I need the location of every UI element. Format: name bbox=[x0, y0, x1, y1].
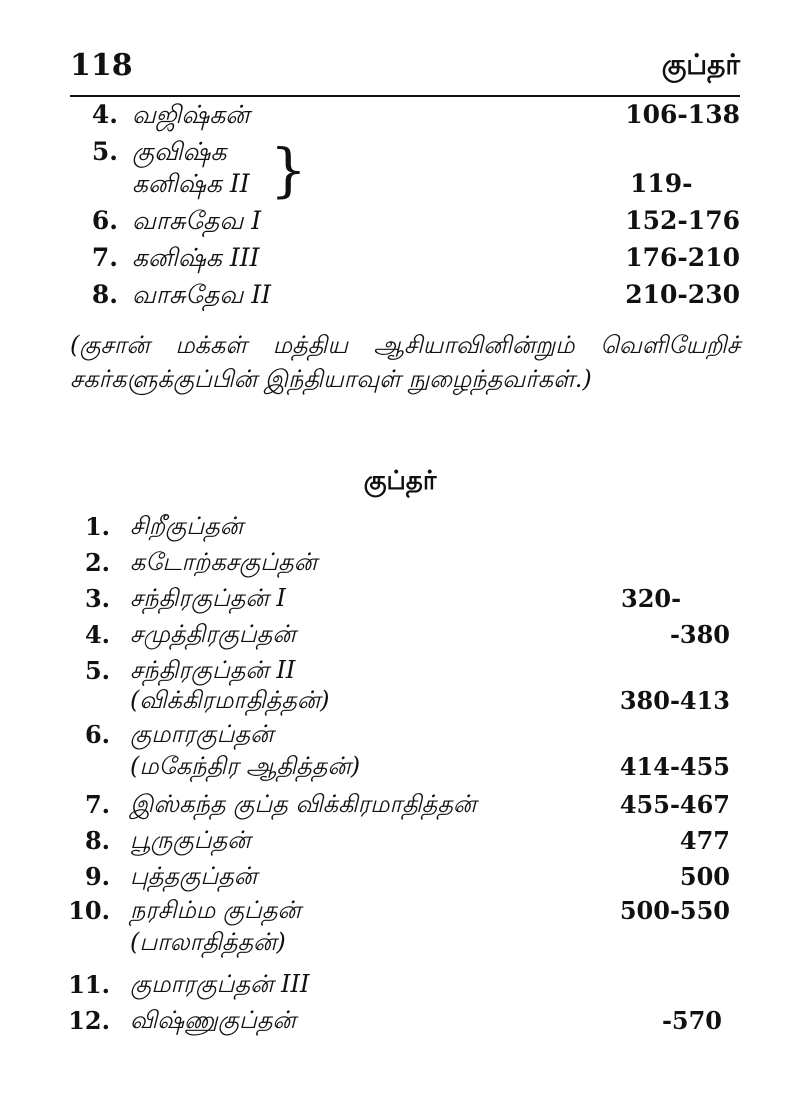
item-number: 8. bbox=[84, 826, 110, 855]
gupta-kings-list bbox=[58, 512, 730, 1042]
list-item bbox=[58, 720, 730, 790]
list-item bbox=[58, 826, 730, 862]
item-number: 5. bbox=[91, 137, 118, 166]
king-name: கனிஷ்க II bbox=[132, 169, 250, 198]
reign-dates: 500 bbox=[679, 862, 730, 891]
list-item bbox=[58, 584, 730, 620]
list-item bbox=[58, 970, 730, 1006]
king-title: (மகேந்திர ஆதித்தன்) bbox=[130, 752, 361, 780]
king-name: நரசிம்ம குப்தன் bbox=[130, 896, 301, 924]
list-item bbox=[58, 512, 730, 548]
item-number: 10. bbox=[68, 896, 110, 925]
item-number: 6. bbox=[84, 720, 110, 749]
list-item bbox=[70, 280, 740, 317]
king-name: குவிஷ்க bbox=[132, 137, 227, 166]
section-title: குப்தர் bbox=[363, 466, 437, 496]
item-number: 9. bbox=[84, 862, 110, 891]
list-item bbox=[70, 100, 740, 137]
page-header bbox=[70, 48, 740, 88]
reign-dates: 176-210 bbox=[625, 243, 740, 272]
king-name: கனிஷ்க III bbox=[132, 243, 260, 272]
list-item bbox=[58, 1006, 730, 1042]
list-item bbox=[58, 656, 730, 720]
king-name: வாசுதேவ I bbox=[132, 206, 262, 235]
list-item bbox=[58, 896, 730, 970]
reign-dates: 320- bbox=[621, 584, 682, 613]
list-item bbox=[58, 790, 730, 826]
list-item bbox=[70, 243, 740, 280]
item-number: 5. bbox=[84, 656, 110, 685]
reign-dates: 106-138 bbox=[625, 100, 740, 129]
kushan-note: (குசான் மக்கள் மத்திய ஆசியாவினின்றும் வெளியேறிச் சகர்களுக்குப்பின் இந்தியாவுள் நுழைந்தவர்கள்.) bbox=[70, 331, 740, 393]
king-name: சிறீகுப்தன் bbox=[130, 512, 244, 540]
king-name: சந்திரகுப்தன் I bbox=[130, 584, 286, 612]
page-number: 118 bbox=[70, 48, 133, 83]
reign-dates: -570 bbox=[661, 1006, 722, 1035]
list-item bbox=[58, 862, 730, 896]
reign-dates: -380 bbox=[669, 620, 730, 649]
running-head: குப்தர் bbox=[661, 48, 740, 81]
reign-dates: 500-550 bbox=[619, 896, 730, 925]
reign-dates: 477 bbox=[679, 826, 730, 855]
reign-dates: 414-455 bbox=[619, 752, 730, 781]
reign-dates: 152-176 bbox=[625, 206, 740, 235]
item-number: 7. bbox=[91, 243, 118, 272]
list-item bbox=[58, 620, 730, 656]
king-name: வாசுதேவ II bbox=[132, 280, 271, 309]
king-name: இஸ்கந்த குப்த விக்கிரமாதித்தன் bbox=[130, 790, 477, 818]
item-number: 4. bbox=[91, 100, 118, 129]
list-item bbox=[70, 206, 740, 243]
list-item bbox=[70, 169, 740, 206]
king-name: பூருகுப்தன் bbox=[130, 826, 251, 854]
king-name: விஷ்ணுகுப்தன் bbox=[130, 1006, 296, 1034]
kushan-kings-list bbox=[70, 100, 740, 317]
item-number: 1. bbox=[84, 512, 110, 541]
king-title: (விக்கிரமாதித்தன்) bbox=[130, 686, 330, 714]
king-name: சந்திரகுப்தன் II bbox=[130, 656, 296, 684]
king-title: (பாலாதித்தன்) bbox=[130, 928, 286, 956]
item-number: 6. bbox=[91, 206, 118, 235]
item-number: 2. bbox=[84, 548, 110, 577]
reign-dates: 380-413 bbox=[619, 686, 730, 715]
item-number: 7. bbox=[84, 790, 110, 819]
reign-dates: 210-230 bbox=[625, 280, 740, 309]
header-rule bbox=[70, 95, 740, 97]
item-number: 4. bbox=[84, 620, 110, 649]
king-name: குமாரகுப்தன் bbox=[130, 720, 274, 748]
reign-dates: 119- bbox=[630, 169, 693, 198]
reign-dates: 455-467 bbox=[619, 790, 730, 819]
king-name: குமாரகுப்தன் III bbox=[130, 970, 310, 998]
item-number: 11. bbox=[68, 970, 110, 999]
king-name: புத்தகுப்தன் bbox=[130, 862, 258, 890]
list-item bbox=[58, 548, 730, 584]
item-number: 3. bbox=[84, 584, 110, 613]
king-name: வஜிஷ்கன் bbox=[132, 100, 250, 129]
item-number: 8. bbox=[91, 280, 118, 309]
king-name: கடோற்கசகுப்தன் bbox=[130, 548, 317, 576]
item-number: 12. bbox=[68, 1006, 110, 1035]
grouping-brace: } bbox=[270, 136, 307, 204]
king-name: சமுத்திரகுப்தன் bbox=[130, 620, 296, 648]
